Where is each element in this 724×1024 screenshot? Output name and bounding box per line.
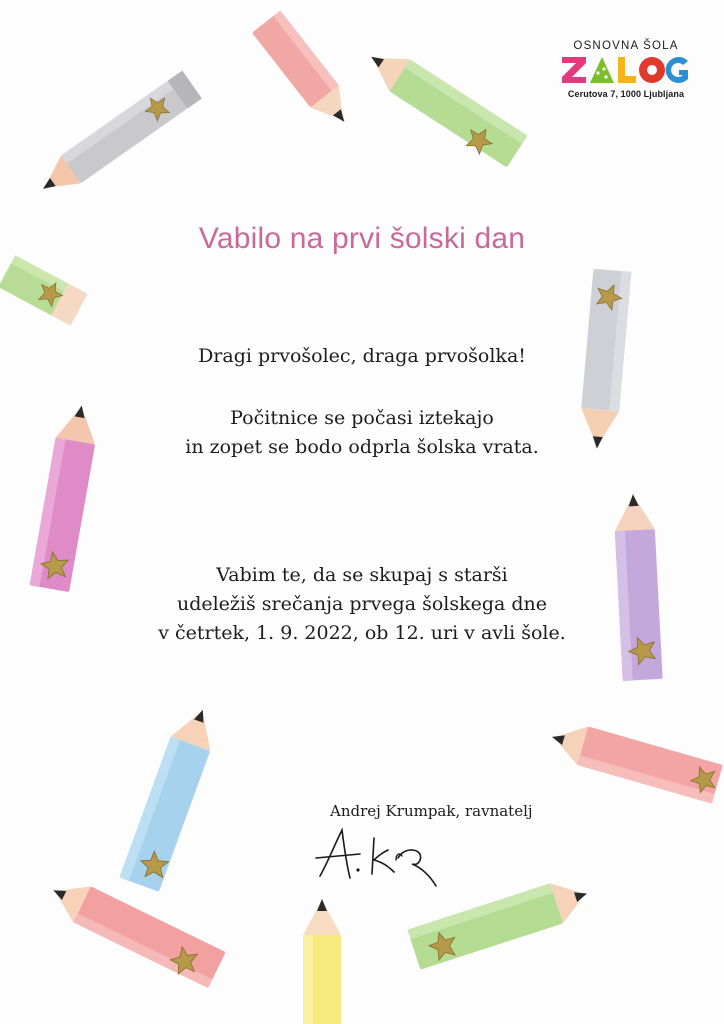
paragraph-1-line: in zopet se bodo odprla šolska vrata.: [185, 436, 539, 458]
logo-top-text: OSNOVNA ŠOLA: [573, 40, 679, 52]
greeting: Dragi prvošolec, draga prvošolka!: [198, 345, 526, 367]
signature-name: Andrej Krumpak, ravnatelj: [330, 802, 533, 820]
school-logo: [548, 40, 704, 99]
pencil-green-left: [0, 255, 88, 325]
paragraph-1-line: Počitnice se počasi iztekajo: [230, 407, 494, 429]
pencil-blue: [119, 703, 222, 892]
paragraph-2-line: udeležiš srečanja prvega šolskega dne: [176, 593, 548, 615]
paragraph-2-line: v četrtek, 1. 9. 2022, ob 12. uri v avli šole.: [158, 622, 566, 644]
paragraph-2-line: Vabim te, da se skupaj s starši: [216, 564, 508, 586]
logo-address: Cerutova 7, 1000 Ljubljana: [567, 89, 685, 99]
pencil-yellow: [303, 899, 341, 1024]
pencil-pink-top: [252, 11, 359, 133]
logo-mark: [560, 55, 692, 85]
pencil-salmon-right: [546, 718, 722, 804]
pencil-coral-bottom-left: [44, 872, 225, 988]
paragraph-1: [0, 404, 724, 462]
handwritten-signature: [312, 824, 452, 894]
pencil-green-top: [359, 41, 528, 171]
invitation-title: Vabilo na prvi šolski dan: [198, 222, 526, 255]
pencil-gray-top: [33, 71, 202, 203]
paragraph-2: [0, 561, 724, 648]
